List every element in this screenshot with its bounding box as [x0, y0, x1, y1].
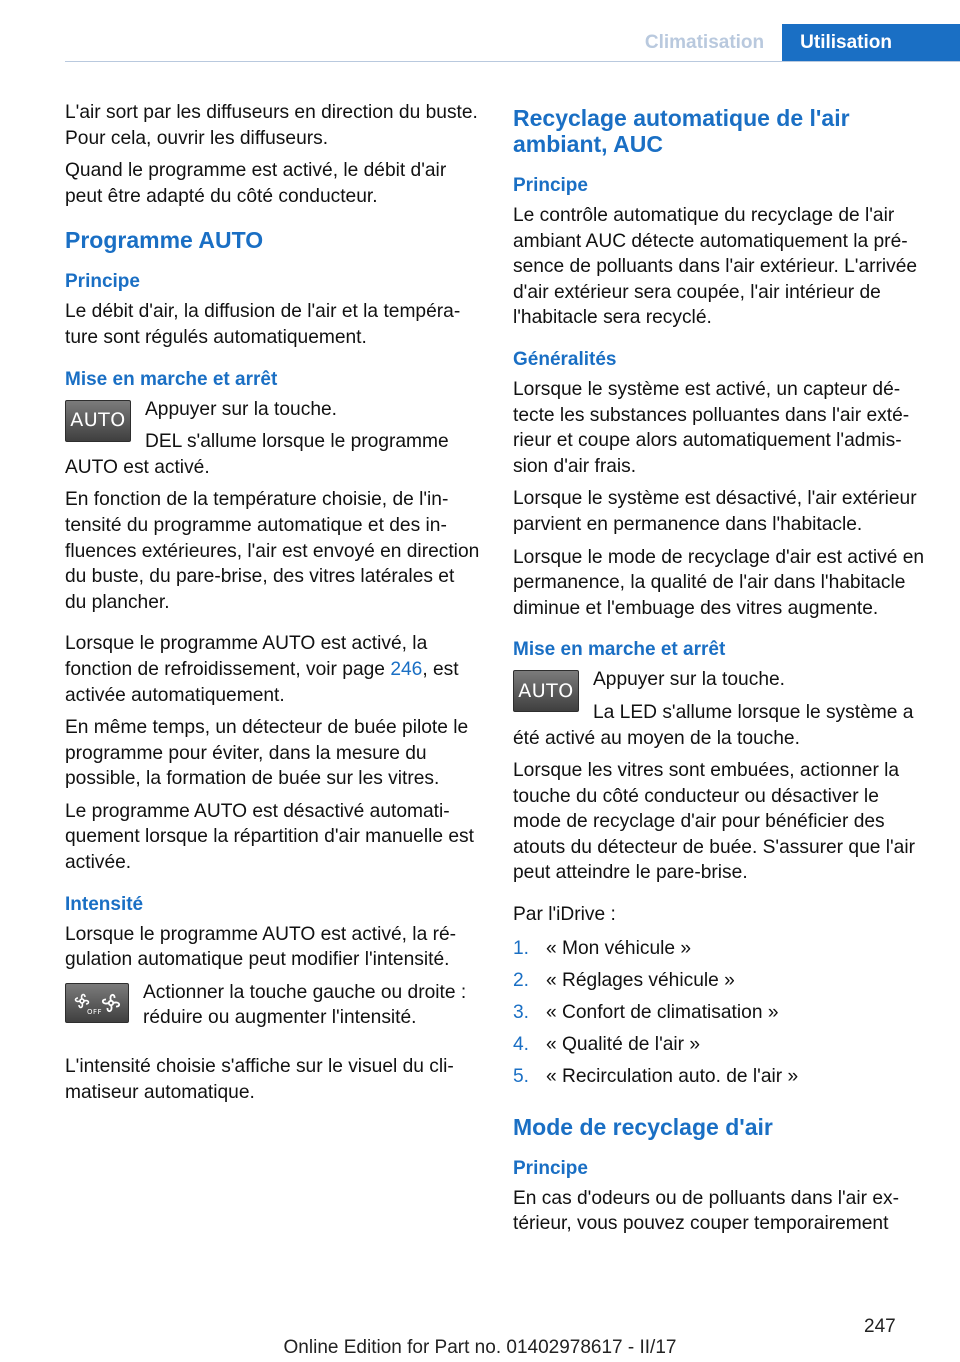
principe-heading: Principe: [513, 1157, 588, 1179]
principe-paragraph: Le contrôle automatique du recyclage de l'air ambiant AUC détecte automatiquement la présence de polluants dans l'air extérieur. L'arrivée d'air extérieur sera coupée, l'air intérieur de l'habitacle sera recyclé.: [513, 205, 918, 329]
auto-program-heading: Programme AUTO: [65, 227, 264, 254]
header-divider: [65, 61, 960, 62]
idrive-intro: Par l'iDrive :: [513, 904, 616, 926]
press-button-text: Appuyer sur la touche.: [593, 669, 785, 691]
header-tabs: [627, 24, 960, 62]
intensite-heading: Intensité: [65, 893, 144, 915]
step-number: 5.: [513, 1065, 530, 1087]
generalites-paragraph: Lorsque le mode de recyclage d'air est activé en permanence, la qualité de l'air dans l'habitacle diminue et l'embuage des vitres augmente.: [513, 546, 925, 619]
led-text-continuation: été activé au moyen de la touche.: [513, 727, 800, 749]
right-column: [513, 100, 928, 1244]
cooling-paragraph: [65, 631, 480, 708]
section-tab: Climatisation: [644, 32, 765, 53]
auc-heading: Recyclage automatique de l'air ambiant, AUC: [513, 105, 850, 157]
auto-button-image: [65, 400, 131, 442]
led-text-continuation: AUTO est activé.: [65, 456, 210, 478]
step-text: « Confort de climatisation »: [546, 1001, 779, 1023]
principe-paragraph: En cas d'odeurs ou de polluants dans l'air extérieur, vous pouvez couper temporairement: [513, 1187, 899, 1235]
principe-heading: Principe: [513, 175, 588, 196]
intensity-button-text: Actionner la touche gauche ou droite : réduire ou augmenter l'intensité.: [143, 981, 467, 1029]
step-number: 1.: [513, 937, 530, 959]
list-item: [513, 1032, 928, 1064]
intro-paragraph: Quand le programme est activé, le débit d'air peut être adapté du côté conducteur.: [65, 160, 447, 207]
intensity-buttons-image: [65, 983, 129, 1023]
auto-button-label: AUTO: [70, 408, 126, 431]
fog-detector-paragraph: En même temps, un détecteur de buée pilote le programme pour éviter, dans la mesure du possible, la formation de buée sur les vitres.: [65, 717, 469, 790]
step-text: « Qualité de l'air »: [546, 1033, 701, 1055]
principe-heading: Principe: [65, 271, 140, 293]
list-item: [513, 1064, 928, 1096]
air-distribution-paragraph: En fonction de la température choisie, de l'intensité du programme automatique et des influences extérieures, l'air est envoyé en direction du buste, du pare-brise, des vitres latérales et du plancher.: [65, 489, 480, 613]
auto-deactivation-paragraph: Le programme AUTO est désactivé automatiquement lorsque la répartition d'air manuelle est activée.: [65, 800, 474, 874]
step-number: 3.: [513, 1001, 530, 1023]
led-text: DEL s'allume lorsque le programme: [145, 431, 449, 453]
left-column: [65, 100, 480, 1112]
auto-button-instruction: [65, 397, 480, 455]
edition-footer: Online Edition for Part no. 01402978617 - II/17: [283, 1337, 677, 1358]
step-text: « Mon véhicule »: [546, 937, 692, 959]
auto-button-label: AUTO: [518, 679, 574, 702]
generalites-heading: Généralités: [513, 348, 617, 370]
on-off-heading: Mise en marche et arrêt: [65, 368, 278, 390]
press-button-text: Appuyer sur la touche.: [145, 398, 337, 420]
generalites-paragraph: Lorsque le système est activé, un capteur détecte les substances polluantes dans l'air extérieur et coupe alors automatiquement l'admission d'air frais.: [513, 378, 910, 477]
auto-button-image: [513, 670, 579, 712]
step-text: « Recirculation auto. de l'air »: [546, 1065, 799, 1087]
list-item: [513, 1000, 928, 1032]
cooling-text: Lorsque le programme AUTO est activé, la fonction de refroidissement, voir page: [65, 633, 428, 680]
intensity-button-instruction: [65, 980, 480, 1038]
list-item: [513, 968, 928, 1000]
principe-paragraph: Le débit d'air, la diffusion de l'air et la température sont régulés automatiquement.: [65, 301, 461, 348]
step-number: 4.: [513, 1033, 530, 1055]
intro-paragraph: L'air sort par les diffuseurs en direction du buste. Pour cela, ouvrir les diffuseurs.: [65, 102, 478, 149]
on-off-heading: Mise en marche et arrêt: [513, 639, 726, 661]
fan-icon: [99, 991, 123, 1015]
page-reference-link[interactable]: 246: [390, 658, 423, 680]
svg-text:OFF: OFF: [86, 1007, 102, 1016]
auto-button-instruction: [513, 667, 928, 725]
intensite-paragraph: Lorsque le programme AUTO est activé, la régulation automatique peut modifier l'intensité.: [65, 923, 457, 971]
chapter-tab: Utilisation: [782, 24, 960, 62]
cooling-text-end: , est activée automatiquement.: [65, 658, 459, 706]
generalites-paragraph: Lorsque le système est désactivé, l'air extérieur parvient en permanence dans l'habitacle.: [513, 488, 917, 535]
step-number: 2.: [513, 969, 530, 991]
step-text: « Réglages véhicule »: [546, 969, 735, 991]
fan-off-icon: [72, 991, 102, 1016]
list-item: [513, 936, 928, 968]
led-text: La LED s'allume lorsque le système a: [593, 701, 914, 723]
fogged-windows-paragraph: Lorsque les vitres sont embuées, actionner la touche du côté conducteur ou désactiver le mode de recyclage d'air pour bénéficier des atouts du détecteur de buée. S'assurer que l'air peut atteindre le pare-brise.: [513, 760, 915, 884]
recycle-mode-heading: Mode de recyclage d'air: [513, 1113, 773, 1140]
idrive-steps-list: [513, 936, 928, 1096]
intensity-display-paragraph: L'intensité choisie s'affiche sur le visuel du climatiseur automatique.: [65, 1056, 454, 1103]
page-number: 247: [864, 1316, 896, 1337]
